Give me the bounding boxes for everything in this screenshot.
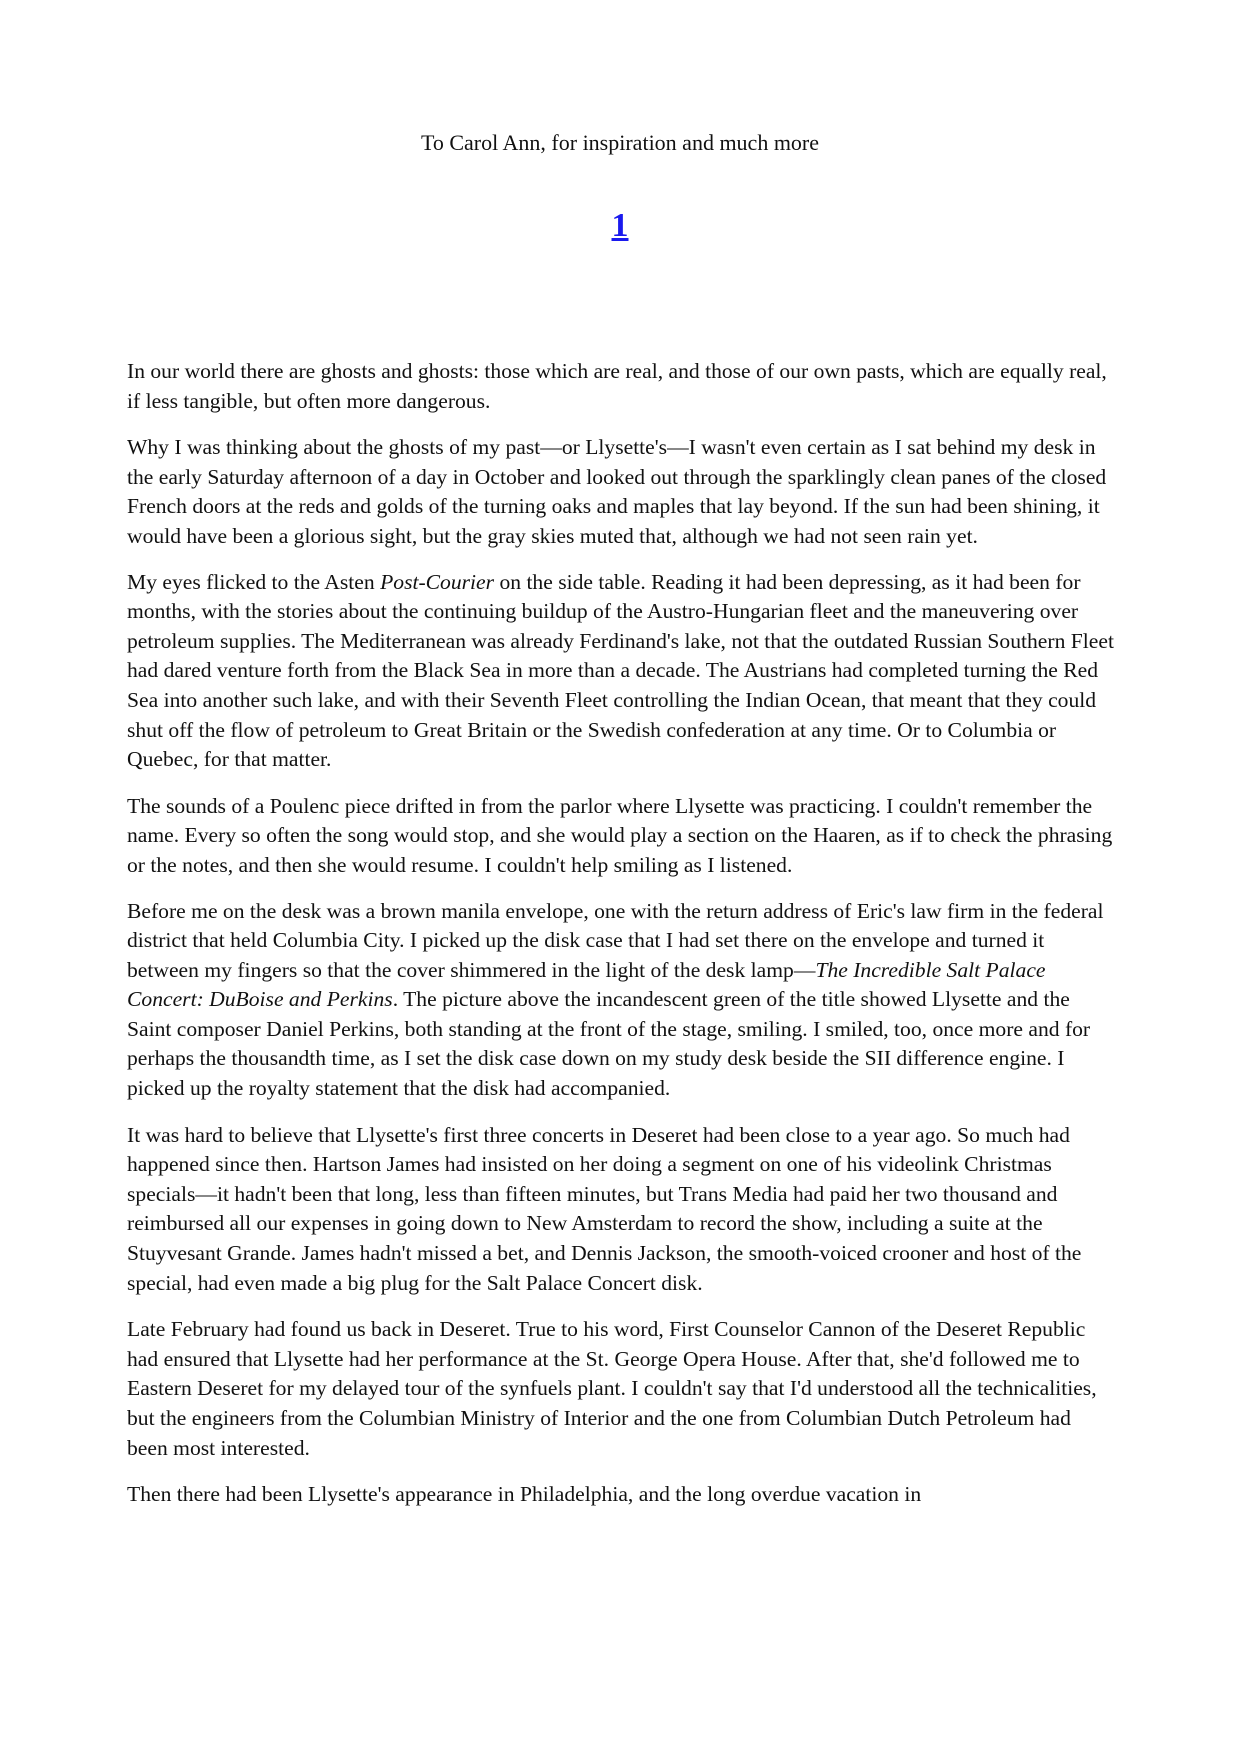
paragraph-text: . The picture above the incandescent green of the title showed Llysette and the Saint composer Daniel Perkins, both standing at the front of the stage, smiling. I smiled, too, once more and for perhaps the thousandth time, as I set the disk case down on my study desk beside the SII difference engine. I picked up the royalty statement that the disk had accompanied.	[127, 987, 1091, 1101]
body-text	[127, 357, 1117, 1527]
paragraph-text: on the side table. Reading it had been depressing, as it had been for months, with the stories about the continuing buildup of the Austro-Hungarian fleet and the maneuvering over petroleum supplies. The Mediterranean was already Ferdinand's lake, not that the outdated Russian Southern Fleet had dared venture forth from the Black Sea in more than a decade. The Austrians had completed turning the Red Sea into another such lake, and with their Seventh Fleet controlling the Indian Ocean, that meant that they could shut off the flow of petroleum to Great Britain or the Swedish confederation at any time. Or to Columbia or Quebec, for that matter.	[127, 569, 1114, 772]
chapter-heading	[0, 206, 1240, 246]
dedication: To Carol Ann, for inspiration and much more	[420, 130, 820, 155]
chapter-number-link[interactable]: 1	[611, 207, 629, 244]
paragraph: In our world there are ghosts and ghosts: those which are real, and those of our own pasts, which are equally real, if less tangible, but often more dangerous.	[127, 359, 1107, 413]
paragraph: Then there had been Llysette's appearance in Philadelphia, and the long overdue vacation in	[127, 1482, 922, 1507]
newspaper-title: Post-Courier	[380, 569, 495, 594]
paragraph	[127, 568, 1117, 775]
paragraph: The sounds of a Poulenc piece drifted in from the parlor where Llysette was practicing. I couldn't remember the name. Every so often the song would stop, and she would play a section on the Haaren, as if to check the phrasing or the notes, and then she would resume. I couldn't help smiling as I listened.	[127, 793, 1113, 877]
paragraph	[127, 897, 1117, 1104]
disk-title: The Incredible Salt Palace Concert: DuBoise and Perkins	[127, 957, 1046, 1012]
paragraph: Why I was thinking about the ghosts of my past—or Llysette's—I wasn't even certain as I sat behind my desk in the early Saturday afternoon of a day in October and looked out through the sparklingly clean panes of the closed French doors at the reds and golds of the turning oaks and maples that lay beyond. If the sun had been shining, it would have been a glorious sight, but the gray skies muted that, although we had not seen rain yet.	[127, 435, 1107, 548]
paragraph: Late February had found us back in Deseret. True to his word, First Counselor Cannon of the Deseret Republic had ensured that Llysette had her performance at the St. George Opera House. After that, she'd followed me to Eastern Deseret for my delayed tour of the synfuels plant. I couldn't say that I'd understood all the technicalities, but the engineers from the Columbian Ministry of Interior and the one from Columbian Dutch Petroleum had been most interested.	[127, 1317, 1097, 1460]
paragraph-text: Before me on the desk was a brown manila envelope, one with the return address of Eric's law firm in the federal district that held Columbia City. I picked up the disk case that I had set there on the envelope and turned it between my fingers so that the cover shimmered in the light of the desk lamp—	[127, 898, 1104, 982]
paragraph-text: My eyes flicked to the Asten	[127, 569, 381, 594]
paragraph: It was hard to believe that Llysette's first three concerts in Deseret had been close to a year ago. So much had happened since then. Hartson James had insisted on her doing a segment on one of his videolink Christmas specials—it hadn't been that long, less than fifteen minutes, but Trans Media had paid her two thousand and reimbursed all our expenses in going down to New Amsterdam to record the show, including a suite at the Stuyvesant Grande. James hadn't missed a bet, and Dennis Jackson, the smooth-voiced crooner and host of the special, had even made a big plug for the Salt Palace Concert disk.	[127, 1122, 1082, 1295]
